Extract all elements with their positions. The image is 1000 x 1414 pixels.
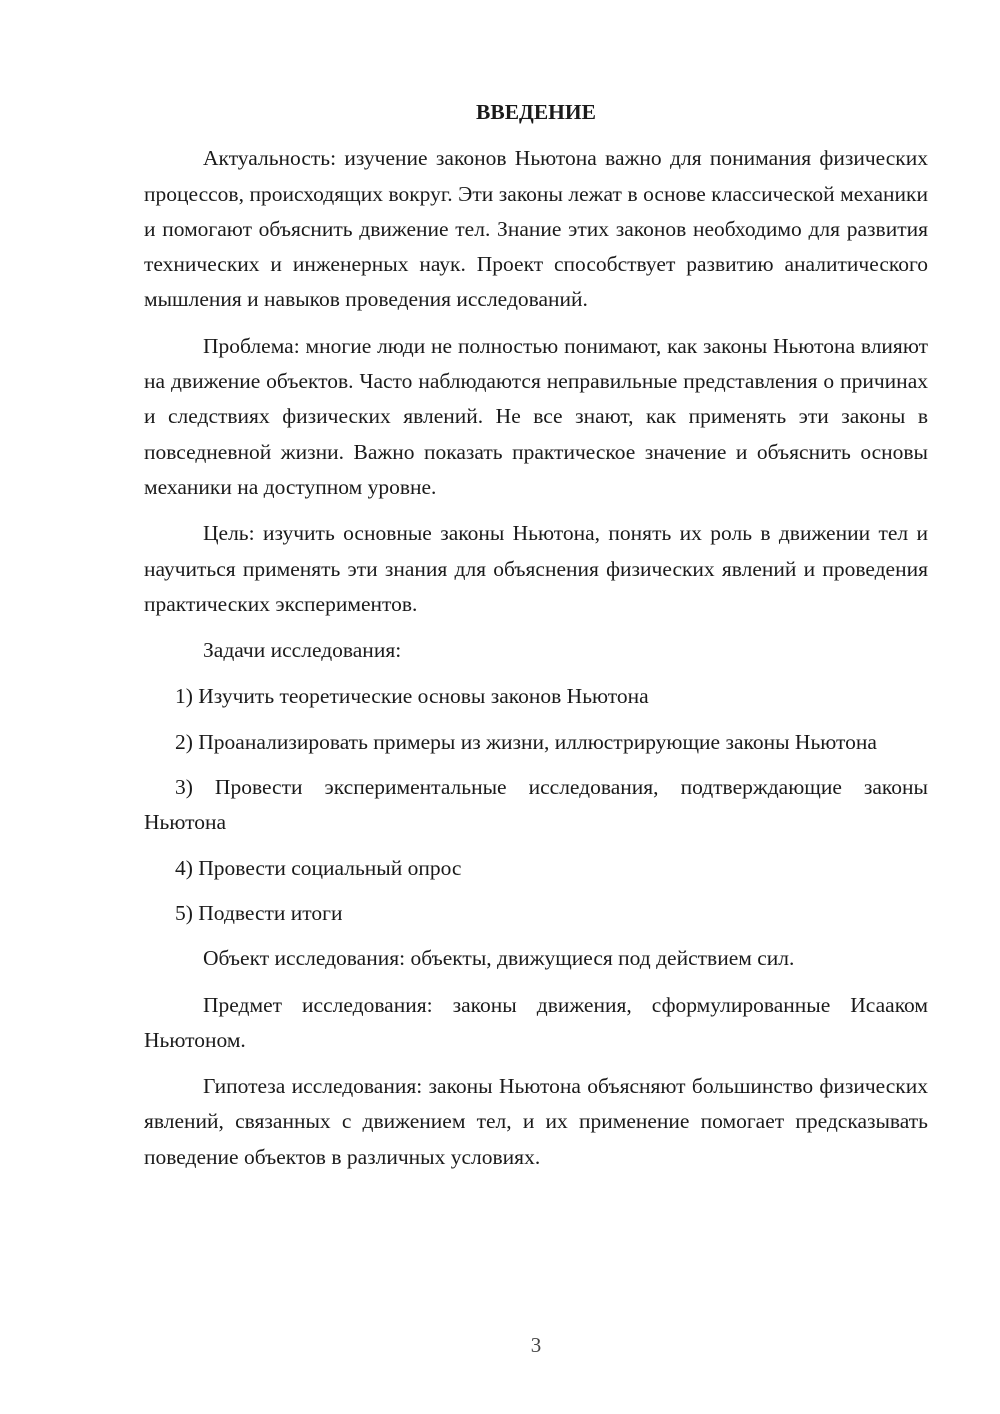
task-item-4: 4) Провести социальный опрос — [175, 855, 462, 880]
paragraph-subject: Предмет исследования: законы движения, сформулированные Исааком Ньютоном. — [144, 992, 928, 1052]
paragraph-tasks-heading: Задачи исследования: — [203, 638, 402, 663]
task-item-5: 5) Подвести итоги — [175, 900, 343, 925]
paragraph-goal: Цель: изучить основные законы Ньютона, понять их роль в движении тел и научиться применять эти знания для объяснения физических явлений и проведения практических экспериментов. — [144, 521, 928, 616]
paragraph-hypothesis: Гипотеза исследования: законы Ньютона объясняют большинство физических явлений, связанных с движением тел, и их применение помогает предсказывать поведение объектов в различных условиях. — [144, 1074, 928, 1169]
task-item-3: 3) Провести экспериментальные исследования, подтверждающие законы Ньютона — [144, 775, 928, 835]
paragraph-object: Объект исследования: объекты, движущиеся под действием сил. — [203, 946, 795, 971]
task-item-1: 1) Изучить теоретические основы законов Ньютона — [175, 684, 649, 709]
paragraph-problem: Проблема: многие люди не полностью понимают, как законы Ньютона влияют на движение объектов. Часто наблюдаются неправильные представления о причинах и следствиях физических явлений. Не все знают, как применять эти законы в повседневной жизни. Важно показать практическое значение и объяснить основы механики на доступном уровне. — [144, 333, 928, 499]
task-item-2: 2) Проанализировать примеры из жизни, иллюстрирующие законы Ньютона — [175, 729, 877, 754]
page-number: 3 — [530, 1333, 542, 1357]
document-body — [144, 95, 928, 1186]
section-title: ВВЕДЕНИЕ — [476, 100, 596, 124]
paragraph-relevance: Актуальность: изучение законов Ньютона важно для понимания физических процессов, происходящих вокруг. Эти законы лежат в основе классической механики и помогают объяснить движение тел. Знание этих законов необходимо для развития технических и инженерных наук. Проект способствует развитию аналитического мышления и навыков проведения исследований. — [144, 146, 928, 312]
